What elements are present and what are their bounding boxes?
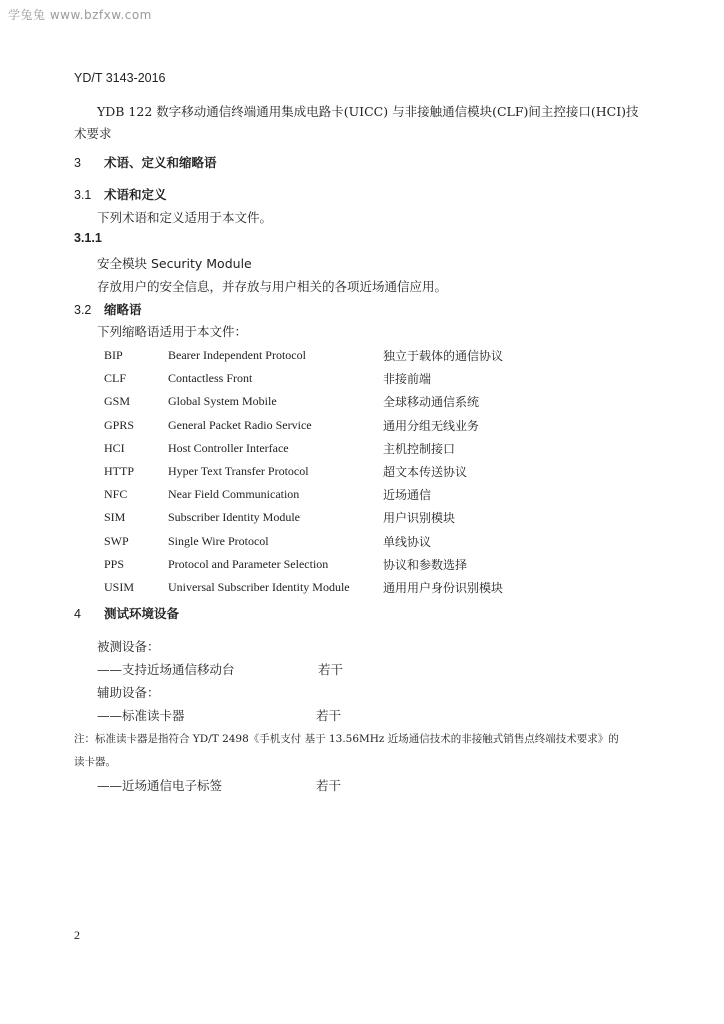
section-3-2-intro: 下列缩略语适用于本文件： xyxy=(97,324,248,339)
abbreviation-code: HCI xyxy=(104,440,125,455)
section-4-title: 测试环境设备 xyxy=(104,606,180,621)
abbreviation-english: Near Field Communication xyxy=(168,487,300,502)
reference-line-1: YDB 122 数字移动通信终端通用集成电路卡(UICC) 与非接触通信模块(CLF)间主控接口(HCI)技 xyxy=(97,104,639,119)
page-number: 2 xyxy=(74,928,80,942)
abbreviation-chinese: 通用用户身份识别模块 xyxy=(383,580,504,595)
abbreviation-chinese: 近场通信 xyxy=(383,488,432,503)
abbreviation-english: Bearer Independent Protocol xyxy=(168,348,306,363)
abbreviation-code: CLF xyxy=(104,371,127,386)
abbreviation-chinese: 全球移动通信系统 xyxy=(383,395,480,410)
abbreviation-row xyxy=(104,367,543,390)
abbreviation-row xyxy=(104,576,543,599)
abbreviation-code: SWP xyxy=(104,533,129,548)
abbreviation-table xyxy=(104,344,543,599)
abbreviation-row xyxy=(104,506,543,529)
abbreviation-chinese: 用户识别模块 xyxy=(383,511,456,526)
abbreviation-row xyxy=(104,460,543,483)
abbreviation-code: NFC xyxy=(104,487,128,502)
abbreviation-code: SIM xyxy=(104,510,126,525)
section-3-1-1-number: 3.1.1 xyxy=(74,231,102,245)
note-line-2: 读卡器。 xyxy=(74,756,116,768)
abbreviation-code: GPRS xyxy=(104,417,135,432)
section-3-2-title: 缩略语 xyxy=(104,302,142,317)
abbreviation-row xyxy=(104,483,543,506)
abbreviation-row xyxy=(104,414,543,437)
section-4-heading xyxy=(74,604,179,622)
abbreviation-english: Single Wire Protocol xyxy=(168,533,269,548)
dut-item: ——支持近场通信移动台 xyxy=(97,662,235,677)
abbreviation-chinese: 通用分组无线业务 xyxy=(383,418,480,433)
abbreviation-row xyxy=(104,437,543,460)
abbreviation-chinese: 单线协议 xyxy=(383,534,432,549)
abbreviation-code: USIM xyxy=(104,579,135,594)
abbreviation-row xyxy=(104,530,543,553)
abbreviation-english: Universal Subscriber Identity Module xyxy=(168,579,350,594)
abbreviation-chinese: 超文本传送协议 xyxy=(383,465,468,480)
section-4-number: 4 xyxy=(74,607,81,621)
abbreviation-row xyxy=(104,344,543,367)
term-definition: 存放用户的安全信息，并存放与用户相关的各项近场通信应用。 xyxy=(97,279,448,294)
section-3-number: 3 xyxy=(74,156,81,170)
aux-item-reader: ——标准读卡器 xyxy=(97,708,185,723)
abbreviation-chinese: 主机控制接口 xyxy=(383,441,456,456)
aux-label: 辅助设备： xyxy=(97,685,160,700)
section-3-title: 术语、定义和缩略语 xyxy=(104,155,217,170)
section-3-1-title: 术语和定义 xyxy=(104,187,167,202)
abbreviation-english: Hyper Text Transfer Protocol xyxy=(168,464,309,479)
note-line-1: 注：标准读卡器是指符合 YD/T 2498《手机支付 基于 13.56MHz 近场通信技术的非接触式销售点终端技术要求》的 xyxy=(74,733,619,745)
term-security-module: 安全模块 Security Module xyxy=(97,256,252,271)
watermark: 学兔兔 www.bzfxw.com xyxy=(8,8,152,22)
abbreviation-code: PPS xyxy=(104,556,125,571)
abbreviation-code: GSM xyxy=(104,394,131,409)
abbreviation-chinese: 非接前端 xyxy=(383,372,432,387)
abbreviation-english: General Packet Radio Service xyxy=(168,417,312,432)
abbreviation-english: Protocol and Parameter Selection xyxy=(168,556,329,571)
abbreviation-row xyxy=(104,390,543,413)
section-3-1-number: 3.1 xyxy=(74,188,92,202)
abbreviation-chinese: 协议和参数选择 xyxy=(383,557,468,572)
abbreviation-row xyxy=(104,553,543,576)
reference-line-2: 术要求 xyxy=(74,126,112,141)
abbreviation-english: Subscriber Identity Module xyxy=(168,510,300,525)
dut-label: 被测设备： xyxy=(97,639,160,654)
aux-item-reader-quantity: 若干 xyxy=(316,708,342,723)
section-3-2-number: 3.2 xyxy=(74,303,92,317)
section-3-heading xyxy=(74,153,217,171)
standard-code: YD/T 3143-2016 xyxy=(74,71,166,85)
abbreviation-english: Global System Mobile xyxy=(168,394,277,409)
section-3-1-heading xyxy=(74,185,167,203)
abbreviation-chinese: 独立于载体的通信协议 xyxy=(383,349,504,364)
section-3-1-intro: 下列术语和定义适用于本文件。 xyxy=(97,210,273,225)
section-3-2-heading xyxy=(74,300,142,318)
dut-quantity: 若干 xyxy=(318,662,344,677)
abbreviation-english: Contactless Front xyxy=(168,371,253,386)
aux-item-tag-quantity: 若干 xyxy=(316,778,342,793)
abbreviation-code: BIP xyxy=(104,348,123,363)
aux-item-tag: ——近场通信电子标签 xyxy=(97,778,223,793)
abbreviation-english: Host Controller Interface xyxy=(168,440,289,455)
abbreviation-code: HTTP xyxy=(104,464,134,479)
